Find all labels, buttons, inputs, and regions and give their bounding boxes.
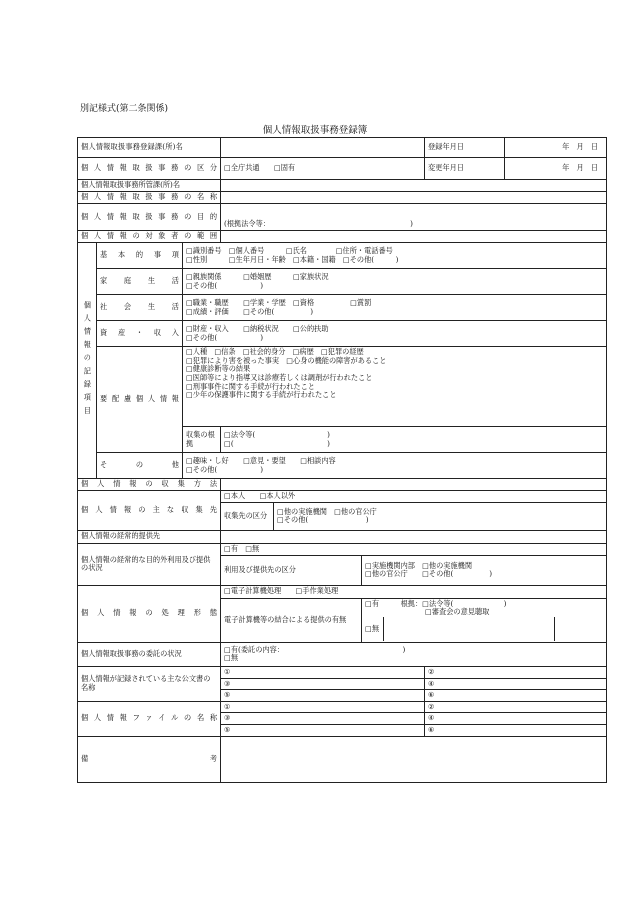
link-basis[interactable]: 根拠：□法令等( ) (400, 598, 507, 608)
remarks-label-1: 備 (81, 753, 89, 763)
main-source-options[interactable]: □本人 □本人以外 (221, 490, 607, 502)
source-class-label: 収集先の区分 (221, 502, 274, 530)
other-options-1[interactable]: □趣味・し好 □意見・要望 □相談内容 (186, 455, 336, 465)
asset-label: 資産・収入 (97, 321, 183, 347)
collect-method-label: 個人情報の収集方法 (78, 479, 221, 491)
outside-class-options-2[interactable]: □他の官公庁 □その他( ) (365, 569, 493, 579)
special-options-3[interactable]: □健康診断等の結果 (186, 364, 251, 374)
record-items-label: 個人情報の記録項目 (78, 243, 97, 479)
other-options-2[interactable]: □その他( ) (186, 464, 264, 474)
outside-class-options-1[interactable]: □実施機関内部 □他の実施機関 (365, 560, 473, 570)
reg-date-label: 登録年月日 (425, 138, 505, 158)
family-options-1[interactable]: □親族関係 □婚姻歴 □家族状況 (186, 271, 329, 281)
family-options-2[interactable]: □その他( ) (186, 280, 264, 290)
source-class-options-2[interactable]: □その他( ) (277, 515, 369, 525)
outside-use-label: 個人情報の経常的な目的外利用及び提供の状況 (78, 543, 221, 585)
family-label: 家庭生活 (97, 269, 183, 295)
special-options-1[interactable]: □人種 □信条 □社会的身分 □病歴 □犯罪の経歴 (186, 347, 364, 356)
collect-basis-1[interactable]: □法令等( ) (224, 429, 330, 439)
special-options-5[interactable]: □刑事事件に関する手続が行われたこと (186, 381, 315, 391)
doc-6[interactable]: ⑥ (425, 690, 607, 702)
basic-options-2[interactable]: □性別 □生年月日・年齢 □本籍・国籍 □その他( ) (186, 254, 399, 264)
purpose-law[interactable]: (根拠法令等： ) (221, 204, 607, 231)
target-value[interactable] (221, 231, 607, 243)
change-date-label: 変更年月日 (425, 158, 505, 180)
form-title: 個人情報取扱事務登録簿 (262, 125, 368, 136)
special-options-4[interactable]: □医師等により指導又は診療若しくは調剤が行われたこと (186, 372, 373, 382)
file-1[interactable]: ① (221, 701, 425, 713)
special-label: 要配慮個人情報 (97, 347, 183, 453)
process-options[interactable]: □電子計算機処理 □手作業処理 (221, 585, 607, 598)
collect-method-value[interactable] (221, 479, 607, 491)
change-date-value[interactable]: 年 月 日 (505, 158, 607, 180)
social-options-2[interactable]: □成績・評価 □その他( ) (186, 306, 314, 316)
manage-office-label: 個人情報取扱事務所管課(所)名 (78, 180, 221, 192)
link-label: 電子計算機等の結合による提供の有無 (221, 598, 362, 642)
target-label: 個人情報の対象者の範囲 (78, 231, 221, 243)
process-label: 個人情報の処理形態 (78, 585, 221, 642)
file-5[interactable]: ⑤ (221, 725, 425, 737)
doc-5[interactable]: ⑤ (221, 690, 425, 702)
outside-class-label: 利用及び提供先の区分 (221, 555, 362, 585)
special-options-2[interactable]: □犯罪により害を被った事実 □心身の機能の障害があること (186, 355, 387, 365)
asset-options-1[interactable]: □財産・収入 □納税状況 □公的扶助 (186, 323, 329, 333)
social-options-1[interactable]: □職業・職歴 □学業・学歴 □資格 □賞罰 (186, 297, 372, 307)
file-3[interactable]: ③ (221, 713, 425, 725)
link-council[interactable]: □審査会の意見聴取 (425, 607, 490, 617)
doc-3[interactable]: ③ (221, 678, 425, 690)
outsource-options-1[interactable]: □有(委託の内容： ) (224, 644, 406, 654)
file-2[interactable]: ② (425, 701, 607, 713)
doc-1[interactable]: ① (221, 666, 425, 678)
category-options[interactable]: □全庁共通 □固有 (221, 158, 425, 180)
file-4[interactable]: ④ (425, 713, 607, 725)
collect-basis-2[interactable]: □( ) (224, 438, 330, 448)
task-name-label: 個人情報取扱事務の名称 (78, 192, 221, 204)
other-label: その他 (97, 453, 183, 479)
purpose-label: 個人情報取扱事務の目的 (78, 204, 221, 231)
outside-use-options[interactable]: □有 □無 (221, 543, 607, 555)
outsource-options-2[interactable]: □無 (224, 653, 239, 663)
collect-basis-label: 収集の根拠 (183, 427, 221, 453)
social-label: 社会生活 (97, 295, 183, 321)
bracket-frame (383, 617, 555, 641)
main-source-label: 個人情報の主な収集先 (78, 490, 221, 530)
form-header: 別記様式(第二条関係) (80, 104, 169, 114)
asset-options-2[interactable]: □その他( ) (186, 332, 264, 342)
link-yes-option[interactable]: □有 (365, 598, 380, 608)
outsource-label: 個人情報取扱事務の委託の状況 (78, 642, 221, 666)
files-label: 個人情報ファイルの名称 (78, 701, 221, 736)
doc-2[interactable]: ② (425, 666, 607, 678)
special-options-6[interactable]: □少年の保護事件に関する手続が行われたこと (186, 390, 337, 400)
office-label: 個人情報取扱事務登録課(所)名 (78, 138, 221, 158)
regular-provision-label: 個人情報の経常的提供先 (78, 530, 221, 543)
basic-label: 基本的事項 (97, 243, 183, 269)
source-class-options-1[interactable]: □他の実施機関 □他の官公庁 (277, 506, 377, 516)
doc-4[interactable]: ④ (425, 678, 607, 690)
remarks-label-2: 考 (209, 753, 218, 763)
category-label: 個人情報取扱事務の区分 (78, 158, 221, 180)
basic-options-1[interactable]: □識別番号 □個人番号 □氏名 □住所・電話番号 (186, 245, 393, 255)
link-no-option[interactable]: □無 (365, 623, 380, 633)
manage-office-value[interactable] (221, 180, 607, 192)
task-name-value[interactable] (221, 192, 607, 204)
office-value[interactable] (221, 138, 425, 158)
reg-date-value[interactable]: 年 月 日 (505, 138, 607, 158)
remarks-value[interactable] (221, 736, 607, 782)
file-6[interactable]: ⑥ (425, 725, 607, 737)
registry-table (77, 137, 607, 783)
regular-provision-value[interactable] (221, 530, 607, 543)
docs-label: 個人情報が記録されている主な公文書の名称 (78, 666, 221, 701)
